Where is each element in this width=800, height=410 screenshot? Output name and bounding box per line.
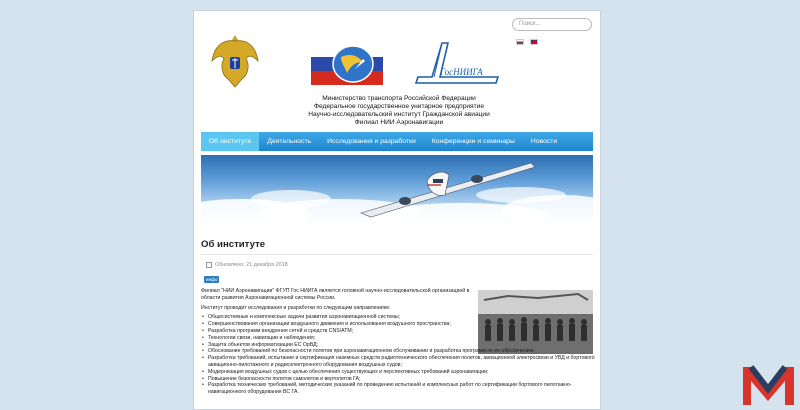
list-item: • Совершенствования организации воздушного движения и использования воздушного пространства;	[201, 321, 596, 328]
coat-of-arms-icon	[210, 31, 260, 93]
list-item: • Модернизация воздушных судов с целью обеспечения существующих и перспективных требований аэронавигации;	[201, 369, 596, 376]
nav-item-news[interactable]: Новости	[530, 138, 558, 145]
list-item: • Технологии связи, навигации и наблюдения;	[201, 335, 596, 342]
organization-name	[234, 95, 564, 127]
airplane-banner-image	[201, 155, 593, 223]
nav-item-about[interactable]: Об институте	[201, 132, 259, 151]
article-body	[201, 288, 595, 396]
calendar-icon	[206, 262, 212, 268]
ministry-logo-icon	[311, 43, 383, 85]
org-line: Федеральное государственное унитарное предприятие	[314, 103, 484, 110]
list-item: • Разработка технических требований, методических указаний по проведению испытаний и комплексных работ по сертификации бортового пилотажно-навигационного оборудования ВС ГА.	[201, 382, 596, 396]
list-item: • Защита объектов информатизации ЕС ОрВД;	[201, 342, 596, 349]
gosniiga-logo-text: ГосНИИГА	[440, 67, 483, 77]
intro-paragraph: Филиал "НИИ Аэронавигации" ФГУП Гос НИИГА является головной научно-исследовательской организацией в области развития Аэронавигационной системы России.	[201, 288, 470, 301]
org-line: Министерство транспорта Российской Федерации	[322, 95, 476, 102]
updated-date	[206, 262, 288, 268]
watermark-logo-icon	[741, 363, 796, 407]
list-item: • Разработка требований, испытание и сертификация наземных средств радиотехнического обеспечения полетов, авиационной электросвязи и УВД и бортового авиационно-пилотажного и радиоэлектронного оборудования воздушных судов;	[201, 355, 596, 369]
nav-item-conferences[interactable]: Конференции и семинары	[431, 138, 515, 145]
org-line: Филиал НИИ Аэронавигации	[354, 119, 444, 126]
nav-item-research[interactable]: Исследования и разработки	[327, 138, 416, 145]
info-badge: инфо	[206, 277, 218, 282]
directions-list	[201, 314, 596, 396]
list-item: • Разработка программ внедрения сетей и средств CNS/ATM;	[201, 328, 596, 335]
russian-flag-icon[interactable]	[516, 39, 524, 45]
main-navigation	[201, 132, 593, 151]
lead-paragraph: Институт проводит исследования и разработки по следующим направлениям:	[201, 304, 391, 311]
language-switcher	[516, 39, 538, 45]
nav-item-activity[interactable]: Деятельность	[267, 138, 312, 145]
list-item: • Общесистемные и комплексные задачи развития аэронавигационной системы;	[201, 314, 596, 321]
english-flag-icon[interactable]	[530, 39, 538, 45]
org-line: Научно-исследовательский институт Гражданской авиации	[308, 111, 490, 118]
list-item: • Повышение безопасности полетов самолетов и вертолетов ГА;	[201, 376, 596, 383]
updated-date-text: Обновлено: 21 декабря 2018	[215, 262, 288, 268]
page-title: Об институте	[201, 239, 266, 250]
gosniiga-logo-icon	[412, 41, 500, 89]
divider	[201, 254, 593, 255]
header-banner	[201, 155, 593, 223]
list-item: • Обоснование требований по безопасности полетов при аэронавигационном обслуживании и разработка программ по их обеспечению;	[201, 348, 596, 355]
search-input[interactable]: Поиск...	[512, 18, 592, 31]
page-container	[193, 10, 601, 410]
